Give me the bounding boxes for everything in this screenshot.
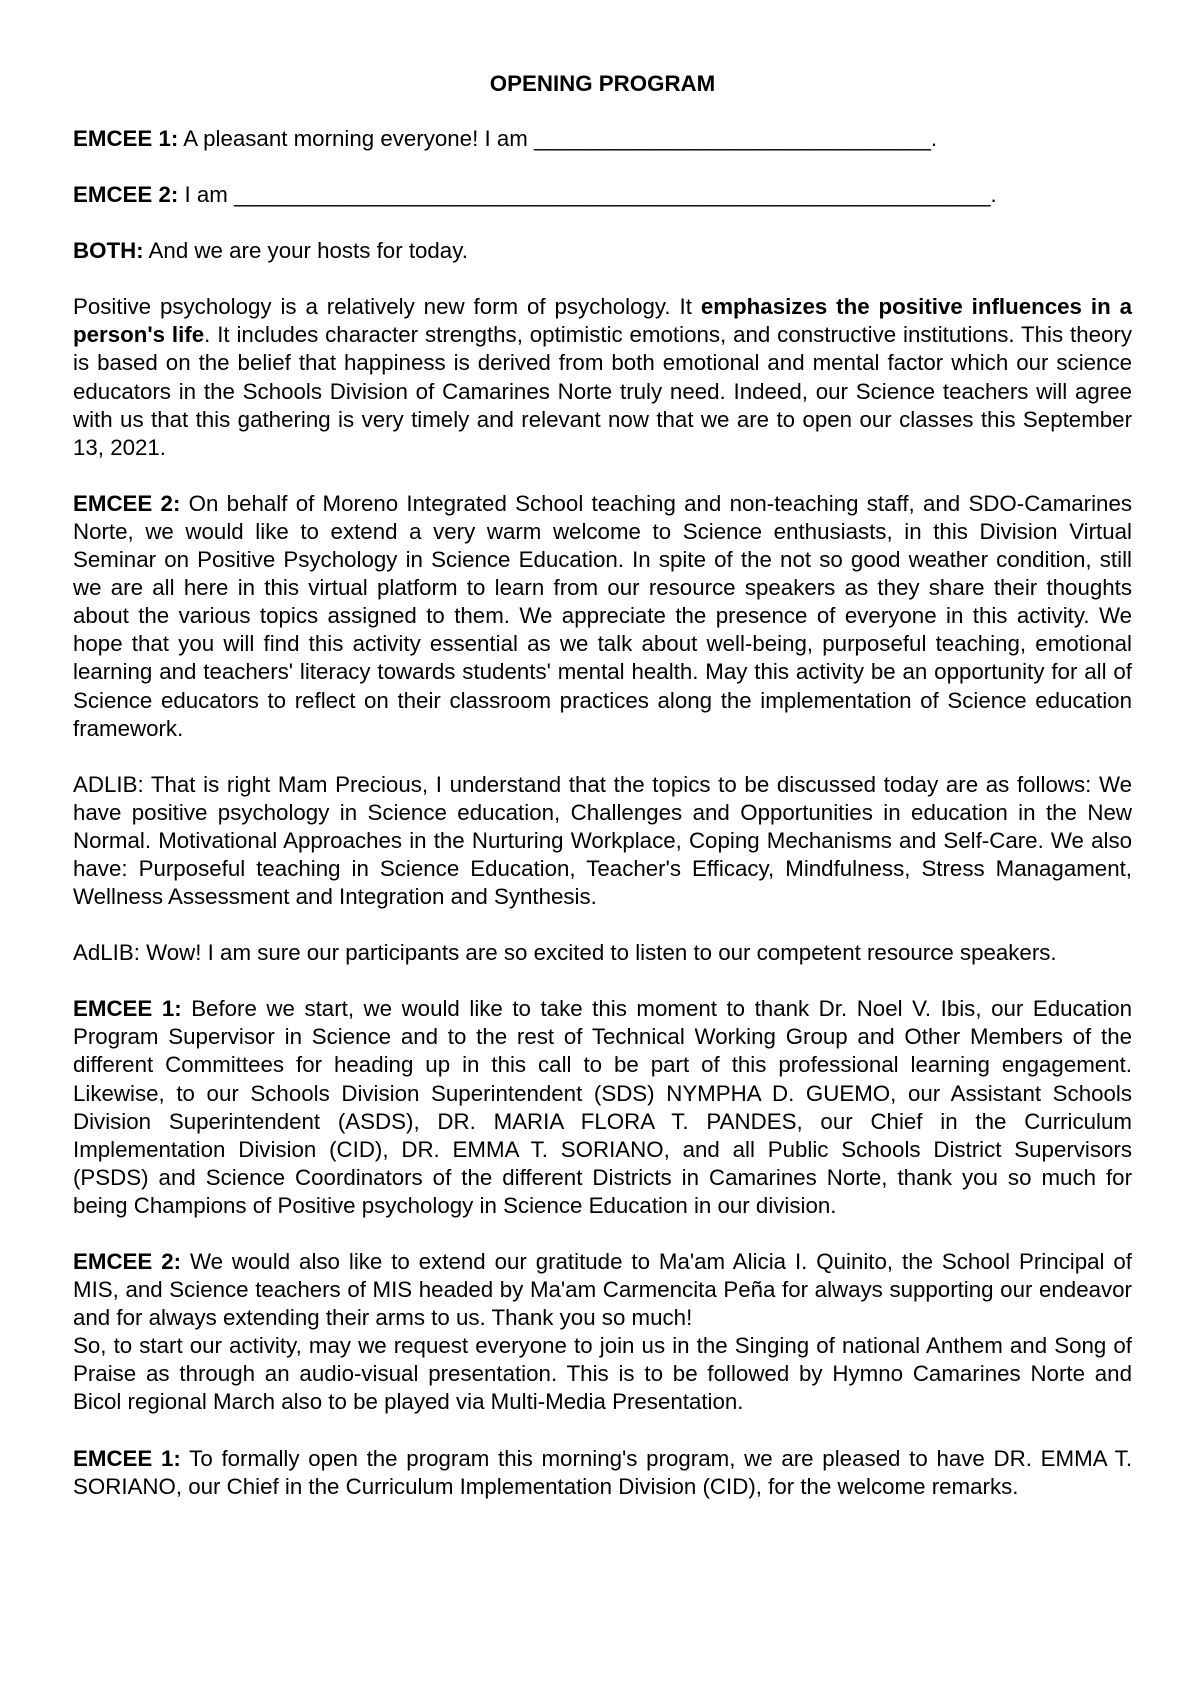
- line-text: A pleasant morning everyone! I am ________________________________.: [178, 126, 938, 151]
- paragraph-text: To formally open the program this morning's program, we are pleased to have DR. EMMA T. SORIANO, our Chief in the Curriculum Implementation Division (CID), for the welcome remarks.: [73, 1445, 1133, 1499]
- adlib-topics-paragraph: ADLIB: That is right Mam Precious, I understand that the topics to be discussed today are as follows: We have positive psychology in Science education, Challenges and Opportunities in education in the New Normal. Motivational Approaches in the Nurturing Workplace, Coping Mechanisms and Self-Care. We also have: Purposeful teaching in Science Education, Teacher's Efficacy, Mindfulness, Stress Managament, Wellness Assessment and Integration and Synthesis.: [73, 771, 1132, 910]
- speaker-label: BOTH:: [73, 238, 144, 264]
- emcee1-intro-line: [73, 125, 1132, 153]
- paragraph-text: Positive psychology is a relatively new form of psychology. It: [73, 294, 701, 320]
- speaker-label: EMCEE 1:: [73, 996, 182, 1022]
- line-text: I am _____________________________________________________________.: [178, 182, 997, 208]
- emphasis-text: emphasizes the positive influences in a person's life: [73, 294, 1133, 348]
- both-hosts-line: [73, 237, 1132, 265]
- adlib-excited-paragraph: AdLIB: Wow! I am sure our participants are so excited to listen to our competent resource speakers.: [73, 940, 1057, 966]
- document-page: [73, 70, 1132, 1529]
- paragraph-text: . It includes character strengths, optimistic emotions, and constructive institutions. This theory is based on the belief that happiness is derived from both emotional and mental factor which our science educators in the Schools Division of Camarines Norte truly need. Indeed, our Science teachers will agree with us that this gathering is very timely and relevant now that we are to open our classes this September 13, 2021.: [73, 322, 1132, 460]
- paragraph-text: On behalf of Moreno Integrated School teaching and non-teaching staff, and SDO-Camarines Norte, we would like to extend a very warm welcome to Science enthusiasts, in this Division Virtual Seminar on Positive Psychology in Science Education. In spite of the not so good weather condition, still we are all here in this virtual platform to learn from our resource speakers as they share their thoughts about the various topics assigned to them. We appreciate the presence of everyone in this activity. We hope that you will find this activity essential as we talk about well-being, purposeful teaching, emotional learning and teachers' literacy towards students' mental health. May this activity be an opportunity for all of Science educators to reflect on their classroom practices along the implementation of Science education framework.: [73, 490, 1132, 741]
- page-title: OPENING PROGRAM: [489, 71, 716, 96]
- welcome-paragraph: [73, 490, 1132, 743]
- speaker-label: EMCEE 1:: [73, 126, 179, 151]
- line-text: And we are your hosts for today.: [143, 238, 468, 264]
- paragraph-text: We would also like to extend our gratitude to Ma'am Alicia I. Quinito, the School Principal of MIS, and Science teachers of MIS headed by Ma'am Carmencita Peña for always supporting our endeavor and for always extending their arms to us. Thank you so much!: [73, 1249, 1132, 1331]
- speaker-label: EMCEE 2:: [73, 1249, 182, 1274]
- positive-psychology-paragraph: [73, 293, 1132, 462]
- thanks-paragraph: [73, 995, 1132, 1220]
- opening-remarks-paragraph: [73, 1445, 1132, 1501]
- paragraph-text: Before we start, we would like to take this moment to thank Dr. Noel V. Ibis, our Education Program Supervisor in Science and to the rest of Technical Working Group and Other Members of the different Committees for heading up in this call to be part of this professional learning engagement. Likewise, to our Schools Division Superintendent (SDS) NYMPHA D. GUEMO, our Assistant Schools Division Superintendent (ASDS), DR. MARIA FLORA T. PANDES, our Chief in the Curriculum Implementation Division (CID), DR. EMMA T. SORIANO, and all Public Schools District Supervisors (PSDS) and Science Coordinators of the different Districts in Camarines Norte, thank you so much for being Champions of Positive psychology in Science Education in our division.: [73, 996, 1132, 1218]
- emcee2-intro-line: [73, 181, 1132, 209]
- anthem-paragraph: So, to start our activity, may we request everyone to join us in the Singing of national Anthem and Song of Praise as through an audio-visual presentation. This is to be followed by Hymno Camarines Norte and Bicol regional March also to be played via Multi-Media Presentation.: [73, 1333, 1132, 1415]
- gratitude-paragraph: [73, 1248, 1132, 1332]
- speaker-label: EMCEE 1:: [73, 1445, 181, 1471]
- speaker-label: EMCEE 2:: [73, 490, 181, 516]
- speaker-label: EMCEE 2:: [73, 182, 179, 208]
